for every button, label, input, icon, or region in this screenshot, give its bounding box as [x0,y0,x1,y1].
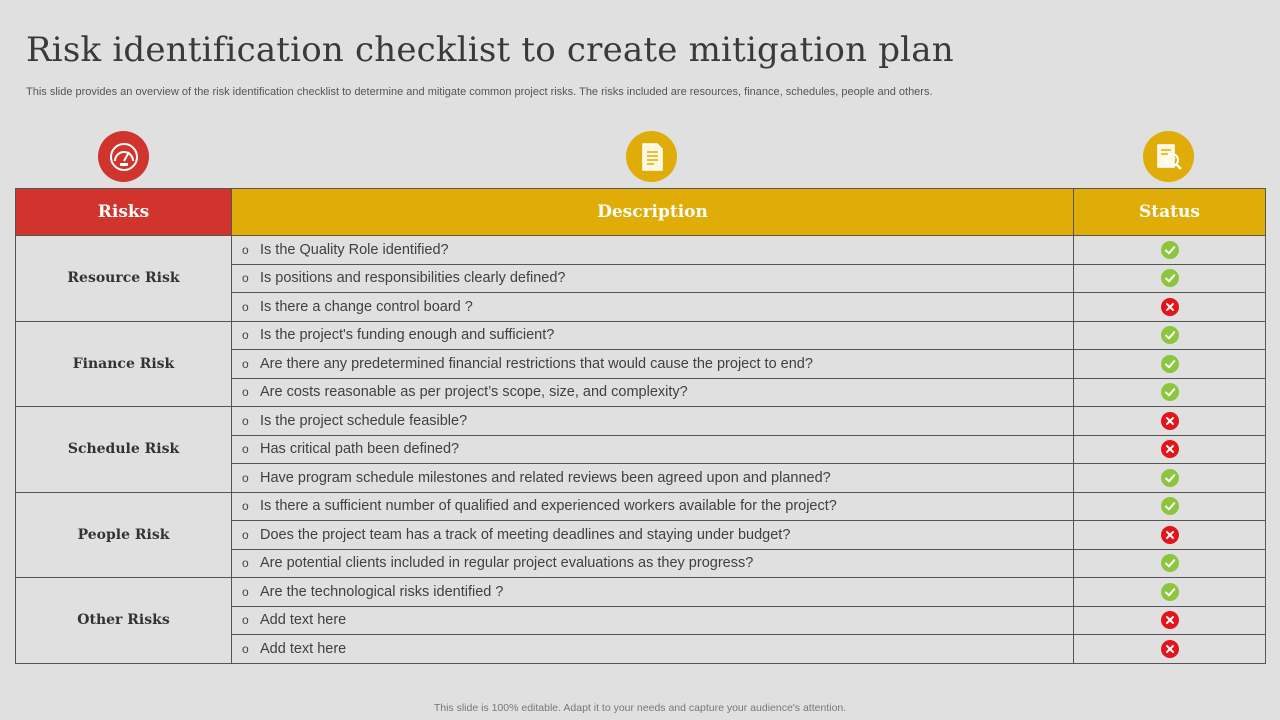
status-cell [1074,492,1266,521]
description-cell [232,435,1074,464]
description-cell [232,549,1074,578]
description-cell [232,464,1074,493]
check-icon [1161,383,1179,401]
page-subtitle: This slide provides an overview of the risk identification checklist to determine and mitigate common project risks. The risks included are resources, finance, schedules, people and others. [26,86,933,98]
description-text: Is the project schedule feasible? [260,412,468,429]
check-icon [1161,326,1179,344]
description-text: Add text here [260,612,347,629]
description-cell [232,578,1074,607]
cross-icon [1161,640,1179,658]
cross-icon [1161,440,1179,458]
description-text: Has critical path been defined? [260,441,460,458]
bullet-marker: o [242,527,249,542]
check-icon [1161,241,1179,259]
bullet-marker: o [242,299,249,314]
description-cell [232,264,1074,293]
description-cell [232,606,1074,635]
description-text: Is there a sufficient number of qualified and experienced workers available for the project? [260,498,837,515]
status-cell [1074,264,1266,293]
check-icon [1161,269,1179,287]
status-cell [1074,464,1266,493]
status-cell [1074,350,1266,379]
status-cell [1074,293,1266,322]
cross-icon [1161,611,1179,629]
description-cell [232,293,1074,322]
check-icon [1161,554,1179,572]
check-icon [1161,355,1179,373]
bullet-marker: o [242,328,249,343]
status-cell [1074,635,1266,664]
description-cell [232,521,1074,550]
table-row [16,407,1266,436]
table-header-row [16,189,1266,236]
check-icon [1161,497,1179,515]
check-icon [1161,583,1179,601]
status-cell [1074,321,1266,350]
bullet-marker: o [242,356,249,371]
bullet-marker: o [242,613,249,628]
bullet-marker: o [242,499,249,514]
description-cell [232,492,1074,521]
cross-icon [1161,412,1179,430]
description-text: Add text here [260,640,347,657]
bullet-marker: o [242,413,249,428]
description-text: Does the project team has a track of meeting deadlines and staying under budget? [260,526,791,543]
description-cell [232,378,1074,407]
bullet-marker: o [242,271,249,286]
description-text: Have program schedule milestones and related reviews been agreed upon and planned? [260,469,831,486]
table-row [16,578,1266,607]
description-cell [232,236,1074,265]
check-icon [1161,469,1179,487]
description-text: Are the technological risks identified ? [260,583,504,600]
risks-column-header: Risks [16,189,232,236]
status-cell [1074,407,1266,436]
bullet-marker: o [242,470,249,485]
description-cell [232,635,1074,664]
risk-category-cell: Resource Risk [16,236,232,322]
footer-note: This slide is 100% editable. Adapt it to your needs and capture your audience's attention. [433,702,847,714]
cross-icon [1161,526,1179,544]
risk-category-cell: Finance Risk [16,321,232,407]
status-cell [1074,236,1266,265]
table-row [16,492,1266,521]
risk-category-cell: Schedule Risk [16,407,232,493]
description-text: Are potential clients included in regular project evaluations as they progress? [260,555,754,572]
status-column-header: Status [1074,189,1266,236]
document-icon [626,131,677,182]
bullet-marker: o [242,584,249,599]
page-title: Risk identification checklist to create mitigation plan [26,30,954,70]
risk-category-cell: People Risk [16,492,232,578]
description-text: Are costs reasonable as per project’s scope, size, and complexity? [260,384,688,401]
bullet-marker: o [242,442,249,457]
status-cell [1074,378,1266,407]
description-text: Is there a change control board ? [260,298,473,315]
report-check-icon [1143,131,1194,182]
description-cell [232,350,1074,379]
bullet-marker: o [242,242,249,257]
status-cell [1074,549,1266,578]
description-text: Is the project's funding enough and sufficient? [260,327,555,344]
status-cell [1074,606,1266,635]
status-cell [1074,578,1266,607]
status-cell [1074,435,1266,464]
description-text: Is the Quality Role identified? [260,241,449,258]
bullet-marker: o [242,556,249,571]
description-text: Is positions and responsibilities clearly defined? [260,270,566,287]
table-row [16,236,1266,265]
risk-checklist-table [15,188,1266,664]
bullet-marker: o [242,385,249,400]
status-cell [1074,521,1266,550]
speedometer-icon [98,131,149,182]
description-cell [232,321,1074,350]
description-column-header: Description [232,189,1074,236]
description-text: Are there any predetermined financial restrictions that would cause the project to end? [260,355,813,372]
description-cell [232,407,1074,436]
table-row [16,321,1266,350]
risk-category-cell: Other Risks [16,578,232,664]
bullet-marker: o [242,641,249,656]
cross-icon [1161,298,1179,316]
